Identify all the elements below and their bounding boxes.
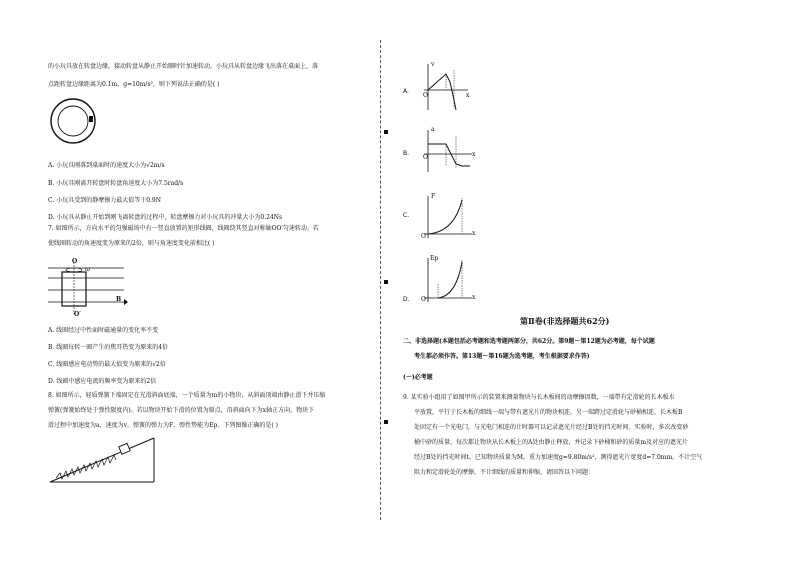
coil-label-o-prime: O′ [74, 311, 81, 318]
incline-spring-figure [48, 436, 158, 486]
q6-option-c: C. 小玩具受到的静摩擦力最大值等于0.9N [48, 197, 161, 204]
q7-option-b: B. 线圈每转一圈产生的焦耳热变为原来的4倍 [48, 344, 169, 351]
q7-option-a: A. 线圈经过中性面时磁通量的变化率不变 [48, 327, 159, 334]
part2-title: 第Ⅱ卷(非选择题共62分) [520, 316, 610, 326]
graph-a-label: A. [403, 88, 409, 95]
part2-intro-line1: 二、非选择题(本题包括必考题和选考题两部分，共62分。第9题～第12题为必考题，每个试题 [403, 338, 655, 345]
q6-intro-line2: 点距转盘边缘距离为0.1m，g=10m/s²，则下列说法正确的是( ) [48, 81, 220, 88]
graph-a-v-x [420, 60, 470, 112]
q9-line3: 处固定有一个光电门，与光电门相连的计时器可以记录遮光片经过B处的挡光时间。实验时，多次改变砂 [414, 424, 689, 431]
q9-line6: 阻力和定滑轮处的摩擦，不计细线的质量和伸缩，请回答以下问题： [414, 469, 595, 476]
graph-d-x-label: x [472, 294, 476, 301]
divider-marker [384, 420, 388, 424]
q7-line1: 7. 如图所示，方向水平的匀强磁场中有一竖直放置的矩形线圈，线圈绕其竖直对称轴OO′匀速转动。若 [48, 225, 319, 232]
q9-line1: 9. 某实验小组用了如图甲所示的装置来测量物块与长木板间的动摩擦因数，一端带有定滑轮的长木板水 [403, 394, 675, 401]
graph-b-y-label: a [431, 126, 435, 133]
graph-d-origin: O [421, 296, 426, 303]
graph-d-ep-x [420, 254, 475, 304]
graph-b-x-label: x [472, 151, 476, 158]
coil-label-omega: ω [85, 266, 90, 273]
graph-a-origin: O [423, 92, 428, 99]
graph-c-x-label: x [472, 230, 476, 237]
divider-marker [384, 130, 388, 134]
q6-intro-line1: 的小玩具放在转盘边缘，接动转盘从静止开始顺时针加速转动，小玩具从转盘边缘飞出落在桌面上，落 [48, 63, 319, 70]
required-section-title: (一)必考题 [403, 374, 433, 381]
graph-c-y-label: F [431, 193, 436, 200]
graph-d-y-label: Ep [430, 255, 439, 262]
coil-label-o: O [72, 258, 78, 265]
coil-label-b: B [116, 296, 122, 303]
graph-a-x-label: x [466, 92, 470, 99]
graph-b-a-x [420, 126, 475, 174]
graph-a-y-label: v [431, 61, 435, 68]
q7-line2: 使线圈转动的角速度变为原来的2倍，则与角速度变化前相比( ) [48, 240, 215, 247]
q6-option-b: B. 小玩具刚离开转盘时转盘角速度大小为7.5rad/s [48, 180, 184, 187]
graph-b-origin: O [423, 154, 428, 161]
q8-line1: 8. 如图所示，轻质弹簧下端固定在光滑斜面底端，一个质量为m的小物块，从斜面顶端由静止滑下并压缩 [48, 392, 326, 399]
q9-line4: 桶中砂的质量，每次都让物块从长木板上的A处由静止释放，并记录下砂桶和砂的质量m及对应的遮光片 [414, 439, 689, 446]
graph-c-f-x [420, 192, 475, 240]
q9-line2: 平放置，平行于长木板的细线一端与带有遮光片的物块相连，另一端跨过定滑轮与砂桶相连，长木板B [414, 409, 683, 416]
q8-line2: 弹簧(弹簧始终处于弹性限度内)。若以物块开始下滑的位置为原点，沿斜面向下为x轴正方向，物块下 [48, 407, 315, 414]
q6-option-a: A. 小玩具刚落到桌面时的速度大小为√2m/s [48, 162, 165, 169]
column-divider [380, 40, 381, 520]
q9-line5: 经过B处的挡光时间t。已知物块质量为M，重力加速度g=9.80m/s²，测得遮光片宽度d=7.0mm，不计空气 [414, 454, 703, 461]
graph-c-origin: O [421, 233, 426, 240]
graph-c-label: C. [403, 212, 410, 219]
turntable-figure [48, 96, 98, 146]
divider-marker [384, 280, 388, 284]
graph-b-label: B. [403, 150, 410, 157]
q8-line3: 滑过程中加速度为a，速度为v，弹簧的弹力为F，弹性势能为Ep。下列图像正确的是( ) [48, 422, 278, 429]
q7-option-c: C. 线圈感应电动势的最大值变为原来的√2倍 [48, 361, 166, 368]
part2-intro-line2: 考生都必须作答。第13题～第16题为选考题，考生根据要求作答) [414, 353, 590, 360]
graph-d-label: D. [403, 296, 410, 303]
q6-option-d: D. 小玩具从静止开始到刚飞离转盘的过程中，转盘摩擦力对小玩具的冲量大小为0.24Ns [48, 214, 283, 221]
q7-option-d: D. 线圈中感应电流的频率变为原来的2倍 [48, 378, 157, 385]
